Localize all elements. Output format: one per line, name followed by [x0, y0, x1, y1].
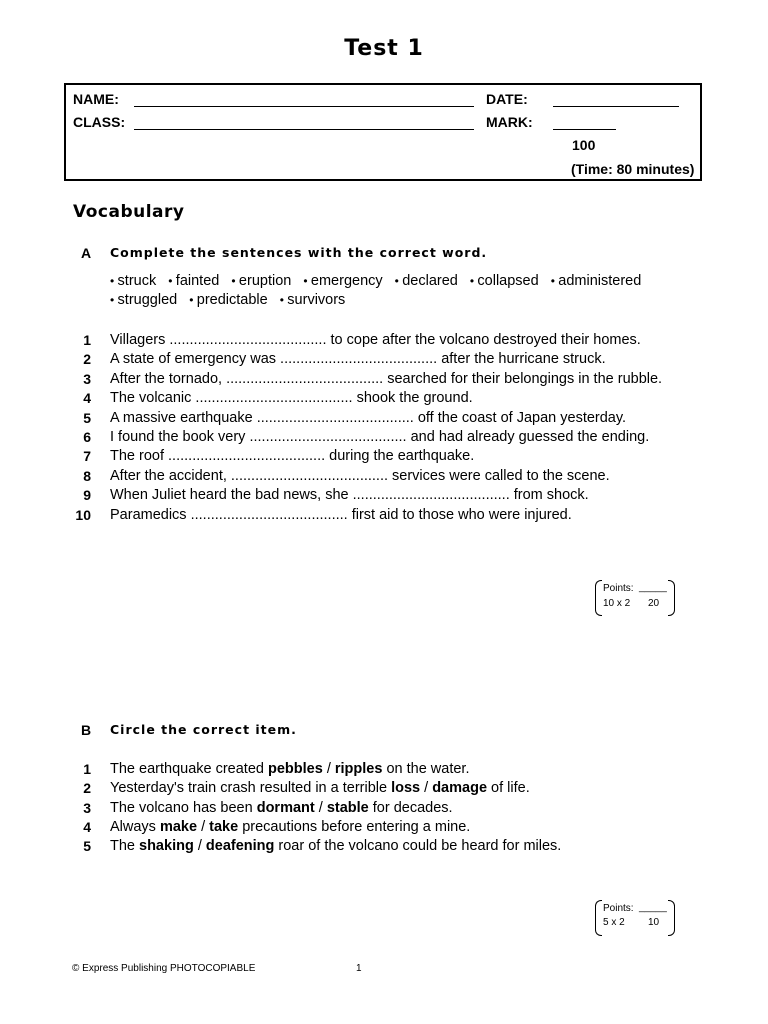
- option-separator: /: [193, 838, 206, 854]
- sentence-end: roar of the volcano could be heard for miles.: [274, 838, 562, 854]
- item-number: 2: [83, 780, 91, 796]
- mark-total: 100: [572, 137, 596, 153]
- fill-in-sentence: Paramedics ....................................... first aid to those who were injured.: [110, 507, 572, 523]
- choice-sentence: [110, 761, 470, 777]
- sentence-start: Yesterday's train crash resulted in a terrible: [110, 780, 392, 796]
- points-total: 10: [648, 917, 660, 928]
- points-box-a: [595, 580, 675, 616]
- word-bank-item: • emergency: [303, 273, 382, 289]
- sentence-end: for decades.: [368, 800, 453, 816]
- class-label: CLASS:: [73, 114, 126, 130]
- points-box-b: [595, 900, 675, 936]
- points-label: Points:: [603, 903, 634, 914]
- word-bank-item: • eruption: [231, 273, 291, 289]
- option-separator: /: [197, 819, 210, 835]
- option-2[interactable]: damage: [432, 780, 488, 796]
- item-number: 5: [83, 410, 91, 426]
- points-calc: 10 x 2: [603, 598, 631, 609]
- sentence-end: of life.: [487, 780, 530, 796]
- option-2[interactable]: stable: [326, 800, 369, 816]
- sentence-start: The volcano has been: [110, 800, 257, 816]
- sentence-start: Always: [110, 819, 160, 835]
- right-bracket: [668, 580, 675, 616]
- points-label: Points:: [603, 583, 634, 594]
- choice-sentence: [110, 780, 530, 796]
- word-bank: [110, 273, 670, 308]
- item-number: 2: [83, 351, 91, 367]
- mark-label: MARK:: [486, 114, 533, 130]
- option-2[interactable]: deafening: [205, 838, 275, 854]
- item-number: 3: [83, 800, 91, 816]
- fill-in-sentence: The volcanic ....................................... shook the ground.: [110, 390, 473, 406]
- item-number: 4: [83, 390, 91, 406]
- word-bank-item: • collapsed: [470, 273, 539, 289]
- word-bank-item: • administered: [551, 273, 642, 289]
- option-1[interactable]: dormant: [256, 800, 315, 816]
- word-bank-item: • survivors: [280, 292, 346, 308]
- class-field[interactable]: [134, 129, 474, 130]
- page-title: Test 1: [344, 36, 424, 61]
- points-calc: 5 x 2: [603, 917, 625, 928]
- option-2[interactable]: take: [209, 819, 239, 835]
- word-bank-item: • declared: [395, 273, 458, 289]
- fill-in-sentence: I found the book very ....................................... and had already guessed the ending.: [110, 429, 650, 445]
- name-label: NAME:: [73, 91, 119, 107]
- choice-sentence: [110, 838, 561, 854]
- fill-in-sentence: A state of emergency was ....................................... after the hurricane struck.: [110, 351, 606, 367]
- item-number: 1: [83, 761, 91, 777]
- word-bank-line-2: [110, 292, 670, 308]
- points-blank[interactable]: _____: [639, 902, 667, 913]
- option-1[interactable]: make: [159, 819, 198, 835]
- item-number: 1: [83, 332, 91, 348]
- mark-field[interactable]: [553, 129, 616, 130]
- word-bank-item: • predictable: [189, 292, 267, 308]
- choice-sentence: [110, 819, 470, 835]
- option-separator: /: [314, 800, 327, 816]
- part-b-letter: B: [81, 722, 92, 738]
- option-1[interactable]: shaking: [139, 838, 194, 854]
- left-bracket: [595, 580, 602, 616]
- choice-sentence: [110, 800, 453, 816]
- word-bank-item: • struck: [110, 273, 156, 289]
- fill-in-sentence: Villagers ....................................... to cope after the volcano destroyed their homes.: [110, 332, 641, 348]
- part-a-instruction: Complete the sentences with the correct word.: [110, 245, 488, 260]
- option-separator: /: [420, 780, 433, 796]
- option-2[interactable]: ripples: [334, 761, 383, 777]
- sentence-end: precautions before entering a mine.: [238, 819, 471, 835]
- date-label: DATE:: [486, 91, 528, 107]
- item-number: 5: [83, 838, 91, 854]
- item-number: 3: [83, 371, 91, 387]
- item-number: 4: [83, 819, 91, 835]
- word-bank-item: • fainted: [168, 273, 219, 289]
- word-bank-item: • struggled: [110, 292, 177, 308]
- name-field[interactable]: [134, 106, 474, 107]
- fill-in-sentence: After the tornado, ....................................... searched for their belongings in the rubble.: [110, 371, 663, 387]
- word-bank-line-1: [110, 273, 670, 289]
- fill-in-sentence: A massive earthquake ....................................... off the coast of Japan yesterday.: [110, 410, 627, 426]
- item-number: 6: [83, 429, 91, 445]
- item-number: 8: [83, 468, 91, 484]
- sentence-end: on the water.: [382, 761, 470, 777]
- date-field[interactable]: [553, 106, 679, 107]
- right-bracket: [668, 900, 675, 936]
- fill-in-sentence: When Juliet heard the bad news, she ....................................... from shock.: [110, 487, 589, 503]
- fill-in-sentence: After the accident, ....................................... services were called to the scene.: [110, 468, 610, 484]
- option-separator: /: [322, 761, 335, 777]
- fill-in-sentence: The roof ....................................... during the earthquake.: [110, 448, 475, 464]
- section-title: Vocabulary: [73, 202, 185, 222]
- item-number: 9: [83, 487, 91, 503]
- copyright-notice: © Express Publishing PHOTOCOPIABLE: [72, 963, 256, 974]
- option-1[interactable]: pebbles: [268, 761, 323, 777]
- page-number: 1: [356, 963, 362, 974]
- sentence-start: The: [110, 838, 140, 854]
- sentence-start: The earthquake created: [110, 761, 268, 777]
- item-number: 10: [75, 507, 91, 523]
- part-a-letter: A: [81, 245, 92, 261]
- points-blank[interactable]: _____: [639, 582, 667, 593]
- left-bracket: [595, 900, 602, 936]
- time-limit: (Time: 80 minutes): [571, 161, 695, 177]
- option-1[interactable]: loss: [391, 780, 421, 796]
- part-b-instruction: Circle the correct item.: [110, 722, 297, 737]
- item-number: 7: [83, 448, 91, 464]
- points-total: 20: [648, 598, 660, 609]
